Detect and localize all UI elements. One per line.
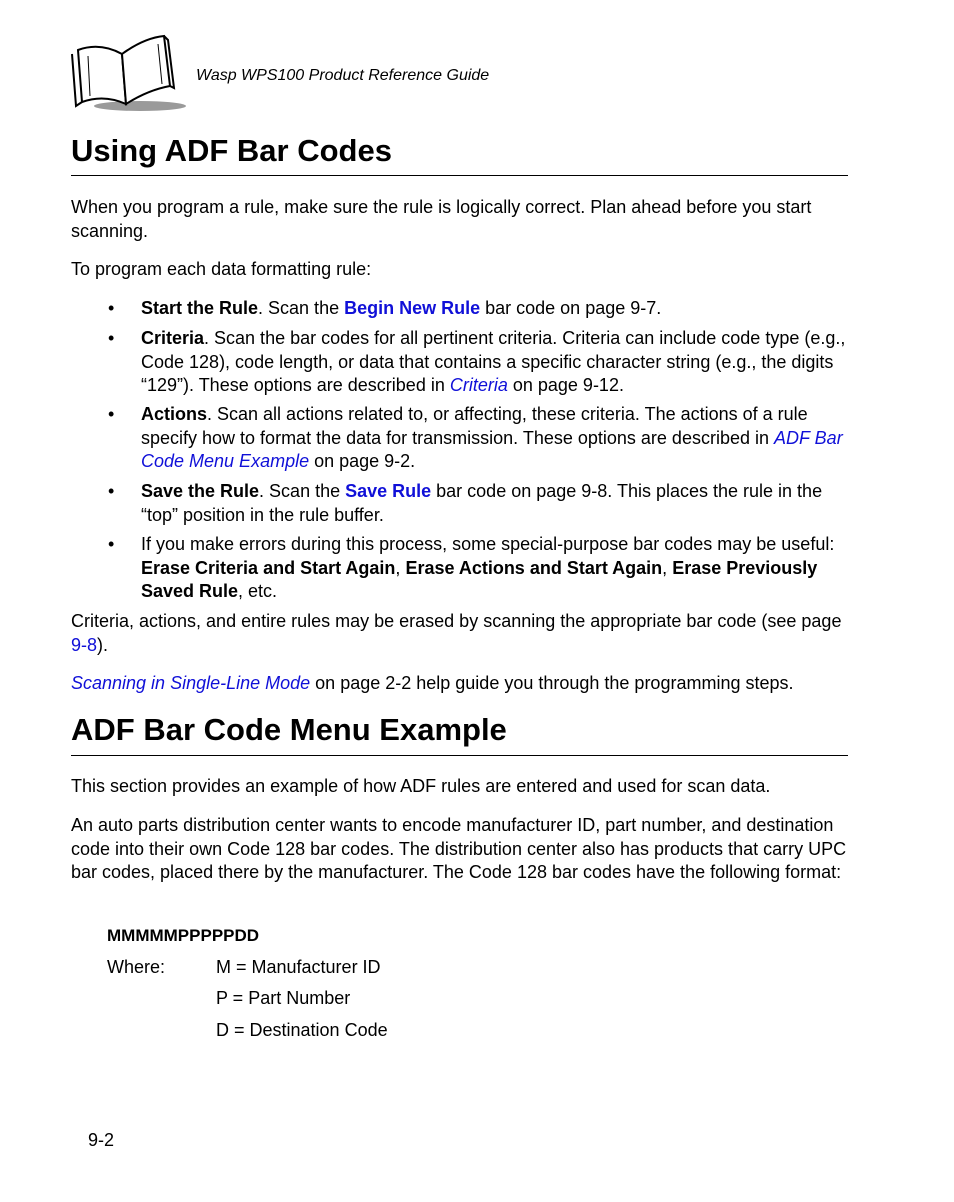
- bullet-text: bar code on page 9-8. This places the rule in the “top” position in the rule buffer.: [141, 481, 823, 525]
- bullet-marker: •: [108, 298, 115, 318]
- bullet-save-the-rule: [141, 480, 851, 527]
- bullet-criteria: [141, 327, 851, 398]
- heading-rule: [71, 755, 848, 756]
- book-icon: [70, 34, 188, 114]
- bullet-text: . Scan the: [258, 298, 345, 318]
- bullet-actions: [141, 403, 851, 474]
- separator: ,: [662, 557, 673, 578]
- lead-paragraph: To program each data formatting rule:: [71, 259, 372, 279]
- link-scanning-single-line-mode[interactable]: Scanning in Single-Line Mode: [71, 673, 311, 693]
- section2-description: An auto parts distribution center wants to encode manufacturer ID, part number, and destination code into their own Code 128 bar codes. The distribution center also has products that carry UPC bar codes, placed there by the manufacturer. The Code 128 bar codes have the following format:: [71, 815, 847, 882]
- where-label: Where:: [107, 957, 166, 977]
- link-adf-bar-code-menu-example[interactable]: ADF Bar Code Menu Example: [141, 427, 843, 471]
- bullet-bold-term: Save the Rule: [141, 481, 260, 501]
- bullet-marker: •: [108, 481, 115, 501]
- erase-actions-label: Erase Actions and Start Again: [405, 557, 663, 578]
- bullet-marker: •: [108, 534, 115, 554]
- link-page-9-8[interactable]: 9-8: [71, 634, 98, 655]
- erase-end: ).: [97, 634, 109, 655]
- bullet-text: . Scan the: [259, 481, 346, 501]
- section2-intro: This section provides an example of how ADF rules are entered and used for scan data.: [71, 776, 771, 796]
- erase-paragraph: [71, 610, 851, 657]
- erase-text: Criteria, actions, and entire rules may be erased by scanning the appropriate bar code (see page: [71, 611, 842, 631]
- bullet-bold-term: Criteria: [141, 328, 205, 348]
- bullet-text: If you make errors during this process, some special-purpose bar codes may be useful:: [141, 534, 835, 554]
- scanning-paragraph: [71, 672, 861, 696]
- bullet-bold-term: Actions: [141, 404, 208, 424]
- bullet-text: on page 9-12.: [507, 375, 624, 395]
- erase-saved-rule-label: Erase Previously Saved Rule: [141, 557, 818, 601]
- link-save-rule[interactable]: Save Rule: [345, 481, 432, 501]
- heading-rule: [71, 175, 848, 176]
- scanning-text: on page 2-2 help guide you through the programming steps.: [310, 673, 794, 693]
- definition-part-number: P = Part Number: [216, 988, 351, 1008]
- link-begin-new-rule[interactable]: Begin New Rule: [344, 298, 481, 318]
- running-header-title: Wasp WPS100 Product Reference Guide: [196, 67, 490, 84]
- definition-destination-code: D = Destination Code: [216, 1020, 388, 1040]
- format-code: MMMMMPPPPPDD: [107, 926, 260, 945]
- link-criteria[interactable]: Criteria: [449, 375, 508, 395]
- bullet-marker: •: [108, 404, 115, 424]
- erase-criteria-label: Erase Criteria and Start Again: [141, 557, 396, 578]
- section-heading-adf-menu-example: ADF Bar Code Menu Example: [71, 712, 507, 747]
- definition-manufacturer-id: M = Manufacturer ID: [216, 957, 381, 977]
- page-number: 9-2: [88, 1130, 115, 1150]
- bullet-errors: [141, 533, 851, 604]
- bullet-start-the-rule: [141, 297, 851, 321]
- intro-paragraph: When you program a rule, make sure the rule is logically correct. Plan ahead before you start scanning.: [71, 197, 812, 241]
- bullet-marker: •: [108, 328, 115, 348]
- section-heading-using-adf: Using ADF Bar Codes: [71, 133, 392, 168]
- bullet-text: . Scan all actions related to, or affecting, these criteria. The actions of a rule specify how to format the data for transmission. These options are described in: [141, 404, 808, 448]
- bullet-text: on page 9-2.: [309, 451, 416, 471]
- separator: ,: [395, 557, 406, 578]
- bullet-text: . Scan the bar codes for all pertinent criteria. Criteria can include code type (e.g., Code 128), code length, or data that contains a specific character string (e.g., the digits “129”). These options are described in: [141, 328, 846, 395]
- bullet-text: bar code on page 9-7.: [480, 298, 662, 318]
- bullet-bold-term: Start the Rule: [141, 298, 259, 318]
- bullet-text: , etc.: [238, 581, 278, 601]
